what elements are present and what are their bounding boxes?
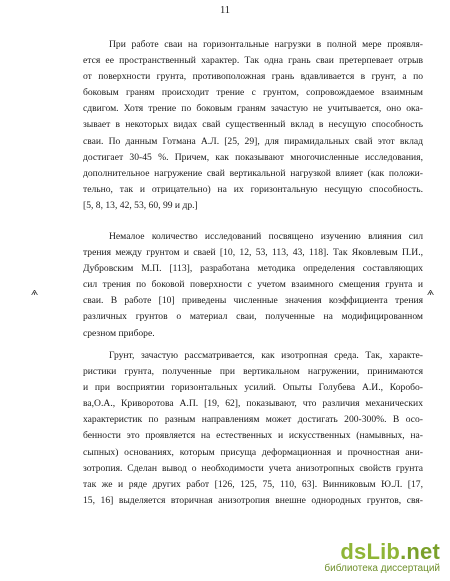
text-line: зотропия. Сделан вывод о необходимости учета анизотропных свойств грунта xyxy=(83,462,423,474)
paragraph-friction-research xyxy=(83,229,423,342)
text-line: характеристик по разным направлениям может достигать 200-300%. В осо- xyxy=(83,414,423,426)
text-line: сваи. В работе [10] приведены численные значения коэффициента трения xyxy=(83,295,423,307)
text-line: и при восприятии горизонтальных усилий. Опыты Голубева А.И., Коробо- xyxy=(83,382,423,394)
text-line: ристики грунта, полученные при вертикальном нагружении, принимаются xyxy=(83,366,423,378)
text-line: бенности это проявляется на естественных и искусственных (намывных, на- xyxy=(83,430,423,442)
text-line: достигает 30-45 %. Причем, как показывают многочисленные исследования, xyxy=(83,151,423,163)
text-line: от поверхности грунта, противоположная грань вдавливается в грунт, а по xyxy=(83,71,423,83)
text-line: 15, 16] выделяется вторичная анизотропия внешне однородных грунтов, свя- xyxy=(83,494,423,506)
text-line: тельно, так и отрицательно) на их горизонтальную несущую способность. xyxy=(83,183,423,195)
text-line: сыпных) основаниях, которым присуща деформационная и прочностная ани- xyxy=(83,446,423,458)
text-line: сваи. По данным Готмана А.Л. [25, 29], для пирамидальных свай этот вклад xyxy=(83,135,423,147)
text-line: боковым граням происходит трение с грунтом, сопровождаемое взаимным xyxy=(83,87,423,99)
text-line: трения между грунтом и сваей [10, 12, 53, 113, 43, 118]. Так Яковлевым П.И., xyxy=(83,247,423,259)
text-line: зывает в некоторых видах свай существенный вклад в несущую способность xyxy=(83,119,423,131)
text-line: сил трения по боковой поверхности с учетом взаимного смещения грунта и xyxy=(83,279,423,291)
text-line: Дубровским М.П. [113], разработана методика определения составляющих xyxy=(83,263,423,275)
logo-brand-prefix: dsLib xyxy=(340,539,401,564)
text-line: так же и ряде других работ [126, 125, 75, 110, 63]. Винниковым Ю.Л. [17, xyxy=(83,478,423,490)
text-line: сдвигом. Хотя трение по боковым граням зачастую не учитывается, оно ока- xyxy=(83,103,423,115)
text-line: срезном приборе. xyxy=(83,327,155,339)
page-number: 11 xyxy=(219,5,231,16)
text-line: ва,О.А., Криворотова А.П. [19, 62], показывают, что различия механических xyxy=(83,398,423,410)
margin-mark: ѧ xyxy=(427,288,435,298)
text-line: различных грунтов о материал сваи, полученные на модифицированном xyxy=(83,311,423,323)
text-line: При работе сваи на горизонтальные нагрузки в полной мере проявля- xyxy=(109,39,423,50)
text-line: дополнительное нагружение свай вертикальной нагрузкой влияет (как положи- xyxy=(83,167,423,179)
text-line: Грунт, зачастую рассматривается, как изотропная среда. Так, характе- xyxy=(109,350,423,361)
logo-wordmark xyxy=(324,541,440,563)
logo-tagline: библиотека диссертаций xyxy=(324,563,440,574)
margin-mark: ѧ xyxy=(31,288,39,298)
text-line: Немалое количество исследований посвящено изучению влияния сил xyxy=(109,231,423,242)
paragraph-soil-anisotropy xyxy=(83,348,423,509)
logo-brand-suffix: .net xyxy=(400,539,440,564)
paragraph-pile-horizontal-loads xyxy=(83,37,423,214)
dslib-watermark-logo[interactable] xyxy=(324,541,440,575)
text-line: ется ее пространственный характер. Так одна грань сваи претерпевает отрыв xyxy=(83,55,423,67)
text-line: [5, 8, 13, 42, 53, 60, 99 и др.] xyxy=(83,199,198,211)
